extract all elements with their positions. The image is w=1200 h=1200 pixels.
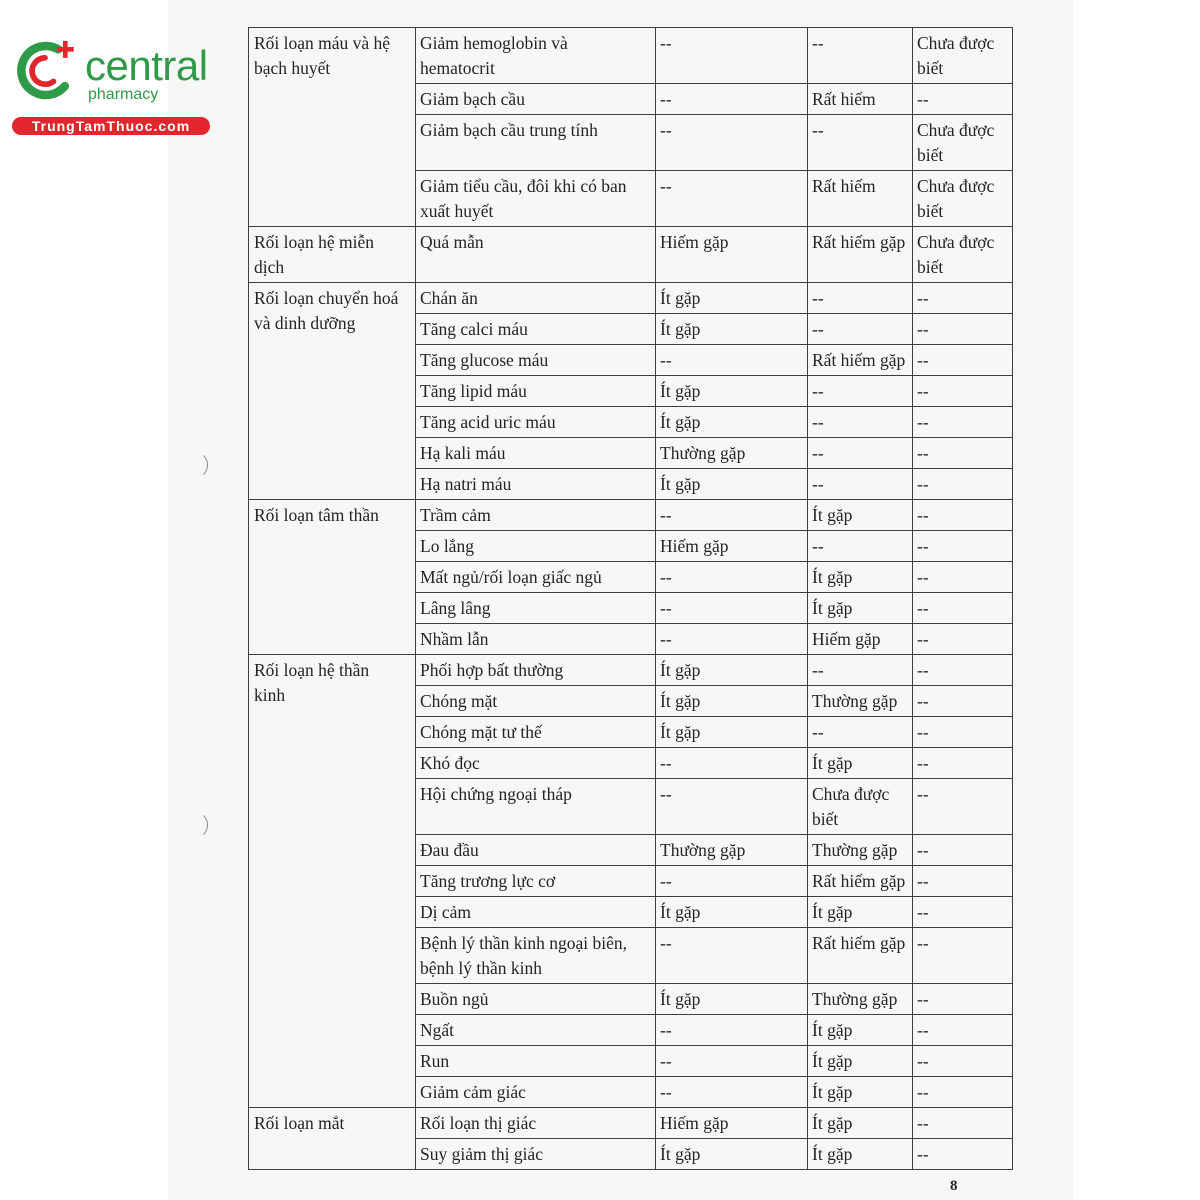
adverse-effect-cell: Bệnh lý thần kinh ngoại biên, bệnh lý thần kinh	[416, 928, 656, 984]
frequency-cell: Chưa được biết	[808, 779, 913, 835]
adverse-effect-cell: Lo lắng	[416, 531, 656, 562]
frequency-cell: --	[656, 171, 808, 227]
frequency-cell: Chưa được biết	[913, 28, 1013, 84]
frequency-cell: --	[913, 1108, 1013, 1139]
frequency-cell: Ít gặp	[808, 1139, 913, 1170]
adverse-effect-cell: Tăng acid uric máu	[416, 407, 656, 438]
frequency-cell: Ít gặp	[808, 1108, 913, 1139]
frequency-cell: --	[656, 1077, 808, 1108]
adverse-effect-cell: Giảm bạch cầu trung tính	[416, 115, 656, 171]
frequency-cell: --	[913, 84, 1013, 115]
table-row	[249, 283, 1013, 314]
frequency-cell: Ít gặp	[656, 984, 808, 1015]
frequency-cell: Hiếm gặp	[808, 624, 913, 655]
frequency-cell: --	[913, 835, 1013, 866]
frequency-cell: --	[808, 469, 913, 500]
frequency-cell: --	[913, 438, 1013, 469]
frequency-cell: --	[913, 686, 1013, 717]
brand-tagline: pharmacy	[88, 86, 159, 103]
frequency-cell: Ít gặp	[656, 1139, 808, 1170]
plus-cross-icon	[57, 41, 74, 58]
organ-system-cell: Rối loạn hệ thần kinh	[249, 655, 416, 1108]
frequency-cell: --	[808, 314, 913, 345]
frequency-cell: Ít gặp	[808, 1046, 913, 1077]
adverse-effects-table-body	[249, 28, 1013, 1170]
adverse-effect-cell: Hạ kali máu	[416, 438, 656, 469]
organ-system-cell: Rối loạn chuyển hoá và dinh dưỡng	[249, 283, 416, 500]
frequency-cell: --	[656, 624, 808, 655]
frequency-cell: Thường gặp	[656, 835, 808, 866]
adverse-effect-cell: Khó đọc	[416, 748, 656, 779]
organ-system-cell: Rối loạn mắt	[249, 1108, 416, 1170]
frequency-cell: --	[913, 562, 1013, 593]
frequency-cell: --	[913, 717, 1013, 748]
frequency-cell: --	[656, 928, 808, 984]
frequency-cell: Hiếm gặp	[656, 531, 808, 562]
organ-system-cell: Rối loạn hệ miễn dịch	[249, 227, 416, 283]
adverse-effect-cell: Trầm cảm	[416, 500, 656, 531]
frequency-cell: --	[656, 1015, 808, 1046]
frequency-cell: Ít gặp	[656, 314, 808, 345]
adverse-effect-cell: Hạ natri máu	[416, 469, 656, 500]
page-number: 8	[950, 1178, 958, 1194]
frequency-cell: Ít gặp	[656, 283, 808, 314]
frequency-cell: --	[913, 283, 1013, 314]
frequency-cell: Rất hiếm gặp	[808, 227, 913, 283]
organ-system-cell: Rối loạn tâm thần	[249, 500, 416, 655]
frequency-cell: --	[808, 655, 913, 686]
adverse-effect-cell: Chán ăn	[416, 283, 656, 314]
frequency-cell: --	[808, 28, 913, 84]
frequency-cell: Ít gặp	[808, 897, 913, 928]
frequency-cell: --	[913, 897, 1013, 928]
frequency-cell: Ít gặp	[808, 593, 913, 624]
adverse-effect-cell: Hội chứng ngoại tháp	[416, 779, 656, 835]
frequency-cell: --	[913, 593, 1013, 624]
adverse-effect-cell: Nhầm lẫn	[416, 624, 656, 655]
frequency-cell: --	[913, 407, 1013, 438]
frequency-cell: Ít gặp	[656, 407, 808, 438]
frequency-cell: --	[808, 115, 913, 171]
adverse-effect-cell: Tăng trương lực cơ	[416, 866, 656, 897]
table-row	[249, 227, 1013, 283]
frequency-cell: Thường gặp	[656, 438, 808, 469]
frequency-cell: --	[656, 866, 808, 897]
adverse-effect-cell: Chóng mặt tư thế	[416, 717, 656, 748]
adverse-effect-cell: Đau đầu	[416, 835, 656, 866]
punch-hole-mark	[180, 811, 208, 839]
frequency-cell: --	[913, 779, 1013, 835]
frequency-cell: Ít gặp	[656, 717, 808, 748]
organ-system-cell: Rối loạn máu và hệ bạch huyết	[249, 28, 416, 227]
adverse-effect-cell: Suy giảm thị giác	[416, 1139, 656, 1170]
adverse-effect-cell: Run	[416, 1046, 656, 1077]
central-pharmacy-logo	[10, 36, 215, 138]
frequency-cell: --	[656, 593, 808, 624]
frequency-cell: Rất hiếm gặp	[808, 928, 913, 984]
frequency-cell: --	[913, 1077, 1013, 1108]
frequency-cell: --	[913, 928, 1013, 984]
frequency-cell: Hiếm gặp	[656, 1108, 808, 1139]
frequency-cell: Chưa được biết	[913, 115, 1013, 171]
frequency-cell: Chưa được biết	[913, 171, 1013, 227]
frequency-cell: Thường gặp	[808, 984, 913, 1015]
frequency-cell: --	[808, 717, 913, 748]
frequency-cell: Thường gặp	[808, 686, 913, 717]
punch-hole-mark	[180, 451, 208, 479]
adverse-effect-cell: Giảm cảm giác	[416, 1077, 656, 1108]
adverse-effects-table	[248, 27, 1013, 1170]
frequency-cell: --	[808, 438, 913, 469]
frequency-cell: --	[913, 469, 1013, 500]
frequency-cell: Thường gặp	[808, 835, 913, 866]
frequency-cell: Ít gặp	[808, 748, 913, 779]
frequency-cell: --	[656, 500, 808, 531]
frequency-cell: --	[656, 345, 808, 376]
central-pharmacy-logo-icon	[12, 38, 78, 104]
frequency-cell: --	[808, 531, 913, 562]
frequency-cell: Ít gặp	[656, 469, 808, 500]
frequency-cell: --	[656, 562, 808, 593]
frequency-cell: Ít gặp	[656, 686, 808, 717]
frequency-cell: --	[656, 779, 808, 835]
frequency-cell: Ít gặp	[808, 500, 913, 531]
frequency-cell: --	[656, 1046, 808, 1077]
frequency-cell: Hiếm gặp	[656, 227, 808, 283]
frequency-cell: --	[913, 1015, 1013, 1046]
table-row	[249, 1108, 1013, 1139]
frequency-cell: --	[913, 866, 1013, 897]
adverse-effect-cell: Giảm bạch cầu	[416, 84, 656, 115]
website-badge: TrungTamThuoc.com	[12, 117, 210, 135]
frequency-cell: Ít gặp	[808, 1077, 913, 1108]
frequency-cell: --	[808, 376, 913, 407]
table-row	[249, 655, 1013, 686]
frequency-cell: --	[808, 283, 913, 314]
frequency-cell: --	[656, 748, 808, 779]
frequency-cell: --	[913, 376, 1013, 407]
adverse-effect-cell: Ngất	[416, 1015, 656, 1046]
frequency-cell: Ít gặp	[808, 1015, 913, 1046]
adverse-effect-cell: Lâng lâng	[416, 593, 656, 624]
adverse-effect-cell: Chóng mặt	[416, 686, 656, 717]
frequency-cell: --	[913, 655, 1013, 686]
frequency-cell: --	[808, 407, 913, 438]
frequency-cell: Ít gặp	[656, 655, 808, 686]
frequency-cell: Ít gặp	[808, 562, 913, 593]
frequency-cell: --	[913, 1139, 1013, 1170]
adverse-effect-cell: Quá mẫn	[416, 227, 656, 283]
adverse-effect-cell: Tăng glucose máu	[416, 345, 656, 376]
adverse-effect-cell: Tăng lipid máu	[416, 376, 656, 407]
frequency-cell: --	[656, 115, 808, 171]
frequency-cell: Rất hiếm	[808, 84, 913, 115]
adverse-effect-cell: Giảm tiểu cầu, đôi khi có ban xuất huyết	[416, 171, 656, 227]
frequency-cell: Chưa được biết	[913, 227, 1013, 283]
frequency-cell: --	[913, 984, 1013, 1015]
frequency-cell: --	[913, 748, 1013, 779]
frequency-cell: Rất hiếm	[808, 171, 913, 227]
frequency-cell: --	[913, 1046, 1013, 1077]
adverse-effect-cell: Rối loạn thị giác	[416, 1108, 656, 1139]
adverse-effect-cell: Tăng calci máu	[416, 314, 656, 345]
frequency-cell: Rất hiếm gặp	[808, 345, 913, 376]
adverse-effect-cell: Buồn ngủ	[416, 984, 656, 1015]
adverse-effect-cell: Dị cảm	[416, 897, 656, 928]
frequency-cell: --	[913, 624, 1013, 655]
frequency-cell: Ít gặp	[656, 376, 808, 407]
frequency-cell: --	[913, 345, 1013, 376]
frequency-cell: --	[913, 500, 1013, 531]
adverse-effect-cell: Mất ngủ/rối loạn giấc ngủ	[416, 562, 656, 593]
frequency-cell: --	[656, 84, 808, 115]
frequency-cell: Ít gặp	[656, 897, 808, 928]
frequency-cell: --	[913, 314, 1013, 345]
frequency-cell: --	[656, 28, 808, 84]
frequency-cell: Rất hiếm gặp	[808, 866, 913, 897]
table-row	[249, 28, 1013, 84]
frequency-cell: --	[913, 531, 1013, 562]
table-row	[249, 500, 1013, 531]
adverse-effect-cell: Phối hợp bất thường	[416, 655, 656, 686]
adverse-effect-cell: Giảm hemoglobin và hematocrit	[416, 28, 656, 84]
brand-name: central	[85, 42, 208, 89]
